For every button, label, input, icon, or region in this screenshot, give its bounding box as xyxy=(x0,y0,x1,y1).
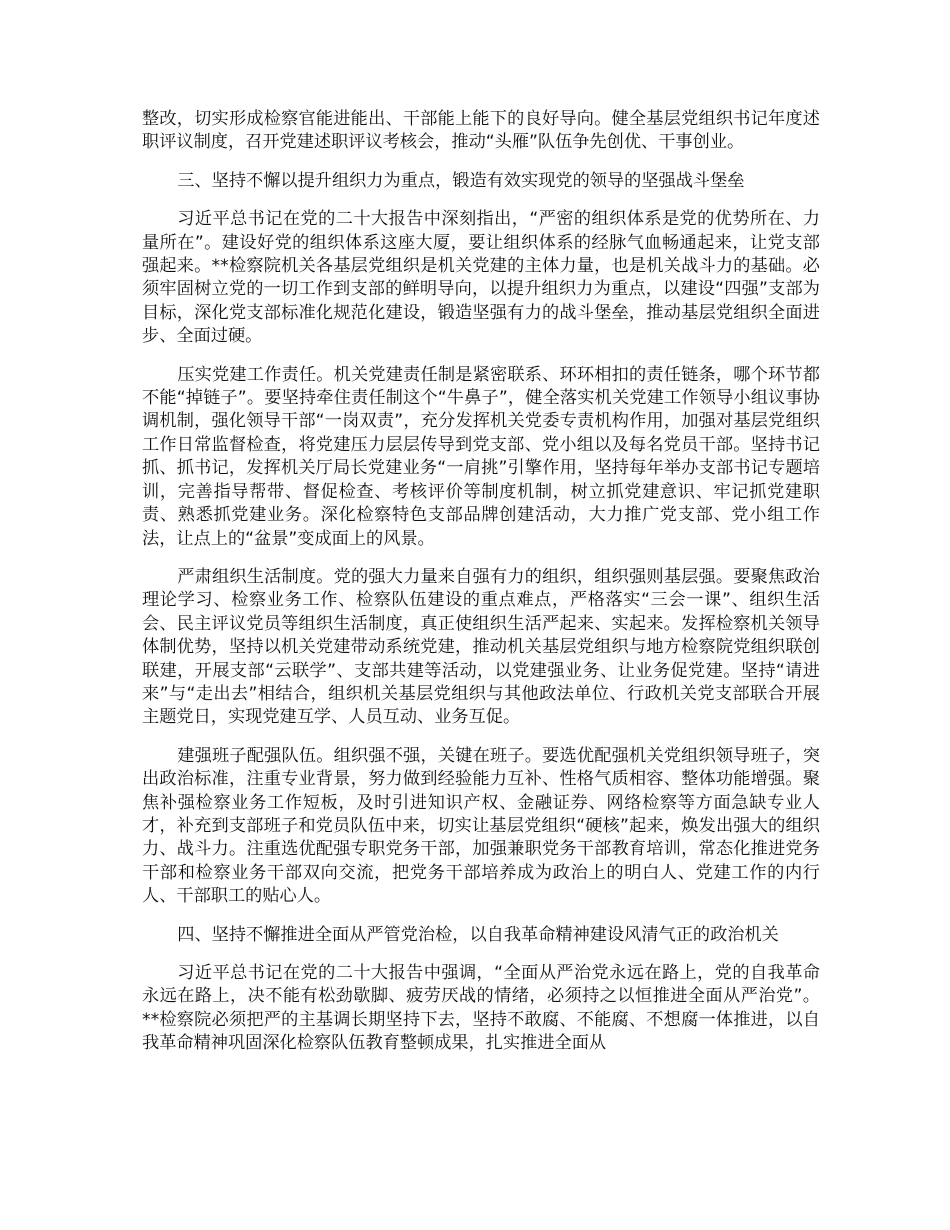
paragraph-continuation: 整改，切实形成检察官能进能出、干部能上能下的良好导向。健全基层党组织书记年度述职评议制度，召开党建述职评议考核会，推动“头雁”队伍争先创优、干事创业。 xyxy=(142,109,820,153)
paragraph: 习近平总书记在党的二十大报告中强调，“全面从严治党永远在路上，党的自我革命永远在路上，决不能有松劲歇脚、疲劳厌战的情绪，必须持之以恒推进全面从严治党”。**检察院必须把严的主基调长期坚持下去，坚持不敢腐、不能腐、不想腐一体推进，以自我革命精神巩固深化检察队伍教育整顿成果，扎实推进全面从 xyxy=(142,963,820,1054)
section-heading-3: 三、坚持不懈以提升组织力为重点，锻造有效实现党的领导的坚强战斗堡垒 xyxy=(177,170,745,191)
document-page xyxy=(142,108,820,1071)
section-heading-4: 四、坚持不懈推进全面从严管党治检，以自我革命精神建设风清气正的政治机关 xyxy=(177,924,779,945)
paragraph: 习近平总书记在党的二十大报告中深刻指出，“严密的组织体系是党的优势所在、力量所在”。建设好党的组织体系这座大厦，要让组织体系的经脉气血畅通起来，让党支部强起来。**检察院机关各基层党组织是机关党建的主体力量，也是机关战斗力的基础。必须牢固树立党的一切工作到支部的鲜明导向，以提升组织力为重点，以建设“四强”支部为目标，深化党支部标准化规范化建设，锻造坚强有力的战斗堡垒，推动基层党组织全面进步、全面过硬。 xyxy=(142,209,820,347)
paragraph: 严肃组织生活制度。党的强大力量来自强有力的组织，组织强则基层强。要聚焦政治理论学习、检察业务工作、检察队伍建设的重点难点，严格落实“三会一课”、组织生活会、民主评议党员等组织生活制度，真正使组织生活严起来、实起来。发挥检察机关领导体制优势，坚持以机关党建带动系统党建，推动机关基层党组织与地方检察院党组织联创联建，开展支部“云联学”、支部共建等活动，以党建强业务、让业务促党建。坚持“请进来”与“走出去”相结合，组织机关基层党组织与其他政法单位、行政机关党支部联合开展主题党日，实现党建互学、人员互动、业务互促。 xyxy=(142,566,820,728)
paragraph: 压实党建工作责任。机关党建责任制是紧密联系、环环相扣的责任链条，哪个环节都不能“掉链子”。要坚持牵住责任制这个“牛鼻子”，健全落实机关党建工作领导小组议事协调机制，强化领导干部“一岗双责”，充分发挥机关党委专责机构作用，加强对基层党组织工作日常监督检查，将党建压力层层传导到党支部、党小组以及每名党员干部。坚持书记抓、抓书记，发挥机关厅局长党建业务“一肩挑”引擎作用，坚持每年举办支部书记专题培训，完善指导帮带、督促检查、考核评价等制度机制，树立抓党建意识、牢记抓党建职责、熟悉抓党建业务。深化检察特色支部品牌创建活动，大力推广党支部、党小组工作法，让点上的“盆景”变成面上的风景。 xyxy=(142,364,820,549)
paragraph: 建强班子配强队伍。组织强不强，关键在班子。要选优配强机关党组织领导班子，突出政治标准，注重专业背景，努力做到经验能力互补、性格气质相容、整体功能增强。聚焦补强检察业务工作短板，及时引进知识产权、金融证券、网络检察等方面急缺专业人才，补充到支部班子和党员队伍中来，切实让基层党组织“硬核”起来，焕发出强大的组织力、战斗力。注重选优配强专职党务干部，加强兼职党务干部教育培训，常态化推进党务干部和检察业务干部双向交流，把党务干部培养成为政治上的明白人、党建工作的内行人、干部职工的贴心人。 xyxy=(142,745,820,907)
